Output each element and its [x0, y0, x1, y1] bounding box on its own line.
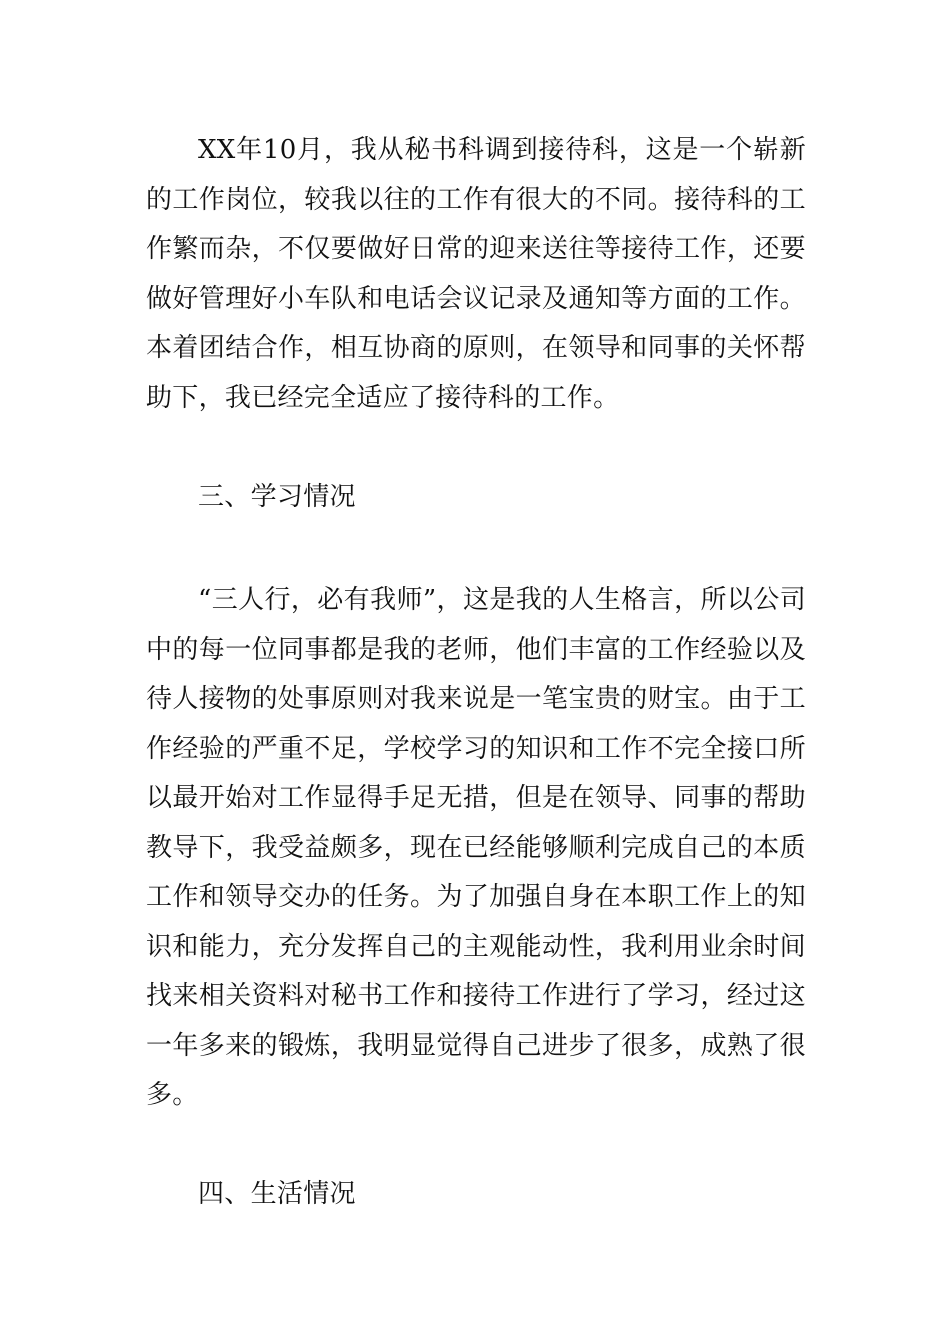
section-heading-life: 四、生活情况	[198, 1179, 356, 1209]
section-heading-study: 三、学习情况	[198, 482, 356, 512]
body-paragraph-study: “三人行，必有我师”，这是我的人生格言，所以公司中的每一位同事都是我的老师，他们丰富的工作经验以及待人接物的处事原则对我来说是一笔宝贵的财宝。由于工作经验的严重不足，学校学习的知识和工作不完全接口所以最开始对工作显得手足无措，但是在领导、同事的帮助教导下，我受益颇多，现在已经能够顺利完成自己的本质工作和领导交办的任务。为了加强自身在本职工作上的知识和能力，充分发挥自己的主观能动性，我利用业余时间找来相关资料对秘书工作和接待工作进行了学习，经过这一年多来的锻炼，我明显觉得自己进步了很多，成熟了很多。	[146, 585, 806, 1110]
body-paragraph-work-transfer: XX年10月，我从秘书科调到接待科，这是一个崭新的工作岗位，较我以往的工作有很大的不同。接待科的工作繁而杂，不仅要做好日常的迎来送往等接待工作，还要做好管理好小车队和电话会议记录及通知等方面的工作。本着团结合作，相互协商的原则，在领导和同事的关怀帮助下，我已经完全适应了接待科的工作。	[146, 135, 806, 413]
